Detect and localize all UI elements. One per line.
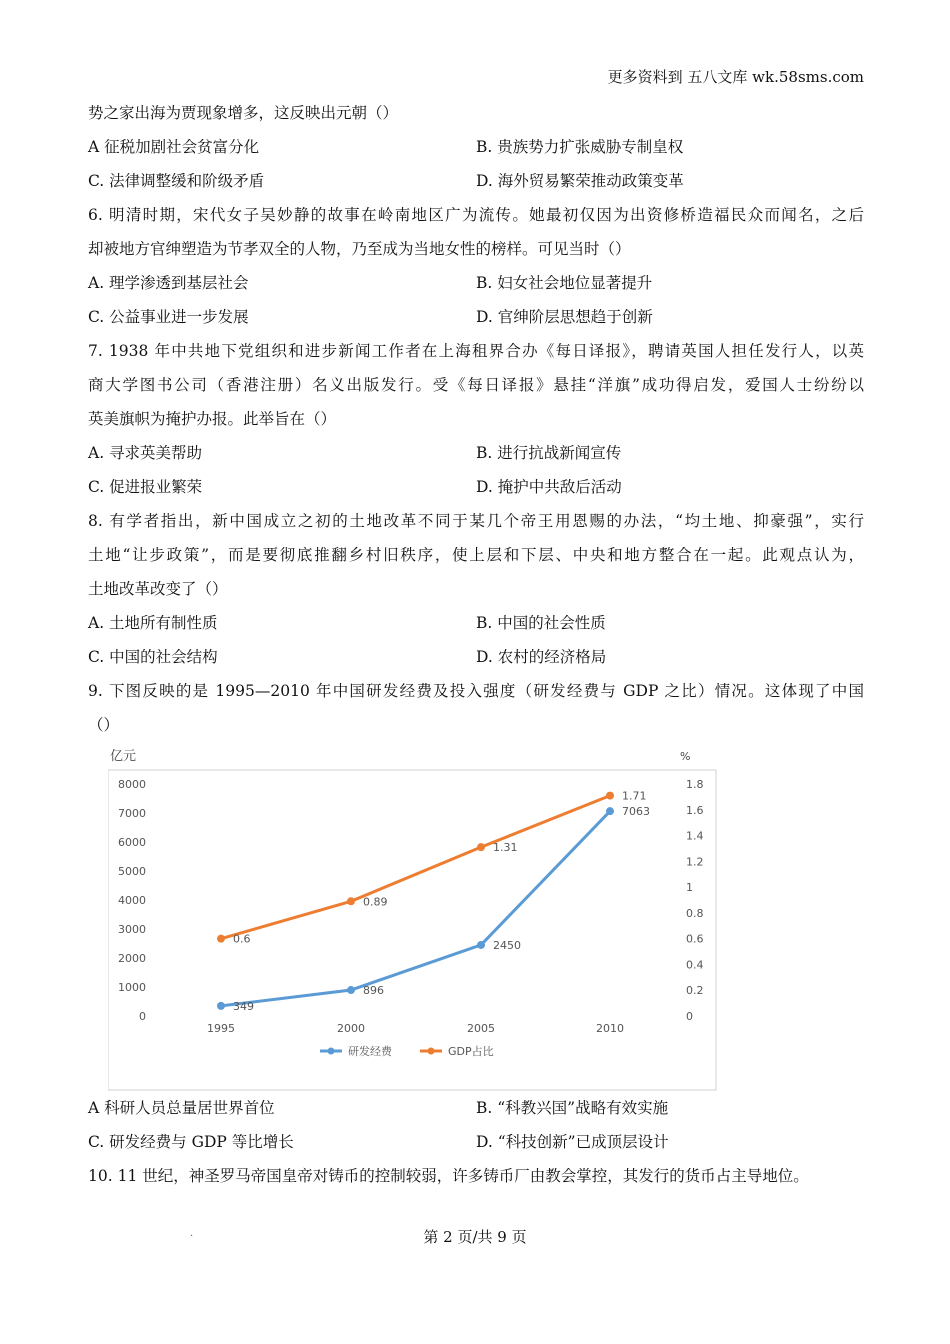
q6-options-row (88, 300, 864, 334)
q6-option-A: A. 理学渗透到基层社会 (88, 274, 249, 292)
q7-options-row (88, 436, 864, 470)
question-9-options (88, 1091, 864, 1159)
data-label: 349 (233, 999, 254, 1013)
q9-line-1: （） (88, 716, 120, 734)
q8-option-D: D. 农村的经济格局 (476, 648, 607, 666)
series-point-0 (217, 1002, 225, 1010)
left-tick-label: 8000 (118, 778, 146, 791)
q8-line-2: 土地改革改变了（） (88, 580, 228, 598)
left-tick-label: 6000 (118, 836, 146, 849)
series-point-1 (606, 792, 614, 800)
question-6 (88, 198, 864, 334)
legend-label-0: 研发经费 (348, 1045, 392, 1058)
data-label: 2450 (493, 938, 521, 952)
q7-option-B: B. 进行抗战新闻宣传 (476, 444, 622, 462)
right-tick-label: 0.2 (686, 984, 704, 998)
q9-option-C: C. 研发经费与 GDP 等比增长 (88, 1133, 294, 1151)
question-7 (88, 334, 864, 504)
rd-funding-chart (108, 746, 744, 1091)
q7-option-A: A. 寻求英美帮助 (88, 444, 203, 462)
q6-line-1: 却被地方官绅塑造为节孝双全的人物，乃至成为当地女性的榜样。可见当时（） (88, 240, 631, 258)
right-tick-label: 1.6 (686, 803, 704, 817)
q9-option-A: A 科研人员总量居世界首位 (88, 1099, 275, 1117)
left-tick-label: 4000 (118, 894, 146, 907)
left-tick-label: 2000 (118, 952, 146, 965)
chart-svg (108, 746, 744, 1091)
q8-option-C: C. 中国的社会结构 (88, 648, 218, 666)
q7-option-C: C. 促进报业繁荣 (88, 478, 203, 496)
left-tick-label: 7000 (118, 807, 146, 820)
right-tick-label: 1.4 (686, 829, 704, 843)
q5-option-C: C. 法律调整缓和阶级矛盾 (88, 172, 265, 190)
q9-option-B: B. “科教兴国”战略有效实施 (476, 1099, 669, 1117)
series-point-0 (606, 807, 614, 815)
data-label: 0.89 (363, 895, 388, 909)
page-content (88, 96, 864, 1193)
q5-option-A: A 征税加剧社会贫富分化 (88, 138, 260, 156)
question-5 (88, 96, 864, 198)
left-axis-unit: 亿元 (110, 749, 137, 764)
q5-options-row (88, 164, 864, 198)
q9-options-row (88, 1125, 864, 1159)
series-point-1 (477, 843, 485, 851)
left-tick-label: 1000 (118, 981, 146, 994)
q6-options-row (88, 266, 864, 300)
header-source-note: 更多资料到 五八文库 wk.58sms.com (607, 68, 864, 86)
q9-options-row (88, 1091, 864, 1125)
right-tick-label: 1.2 (686, 855, 704, 869)
data-label: 1.71 (622, 789, 647, 803)
q6-option-B: B. 妇女社会地位显著提升 (476, 274, 653, 292)
right-tick-label: 0 (686, 1010, 693, 1023)
right-tick-label: 0.4 (686, 958, 704, 972)
q8-options-row (88, 606, 864, 640)
q7-option-D: D. 掩护中共敌后活动 (476, 478, 622, 496)
left-tick-label: 0 (139, 1010, 146, 1023)
q5-line-0: 势之家出海为贾现象增多，这反映出元朝（） (88, 104, 399, 122)
page-number: 第 2 页/共 9 页 (423, 1228, 527, 1246)
right-tick-label: 0.6 (686, 932, 704, 946)
q6-option-C: C. 公益事业进一步发展 (88, 308, 249, 326)
q5-options-row (88, 130, 864, 164)
legend-label-1: GDP占比 (448, 1045, 494, 1058)
right-tick-label: 1.8 (686, 778, 704, 791)
q7-line-1: 商大学图书公司（香港注册）名义出版发行。受《每日译报》悬挂“洋旗”成功得启发，爱国人士纷纷以 (88, 376, 864, 394)
right-axis-unit: % (680, 750, 691, 763)
q8-line-0: 8. 有学者指出，新中国成立之初的土地改革不同于某几个帝王用恩赐的办法，“均土地、抑豪强”，实行 (88, 512, 864, 530)
data-label: 7063 (622, 805, 650, 819)
right-tick-label: 0.8 (686, 906, 704, 920)
series-point-0 (477, 941, 485, 949)
question-10 (88, 1159, 864, 1193)
data-label: 1.31 (493, 841, 518, 855)
question-8 (88, 504, 864, 674)
x-tick-label: 2010 (596, 1022, 624, 1035)
left-tick-label: 3000 (118, 923, 146, 936)
q5-option-D: D. 海外贸易繁荣推动政策变革 (476, 172, 684, 190)
data-label: 0.6 (233, 932, 251, 946)
legend-marker-0 (328, 1048, 335, 1055)
x-tick-label: 1995 (207, 1022, 235, 1035)
q8-option-A: A. 土地所有制性质 (88, 614, 218, 632)
q7-options-row (88, 470, 864, 504)
q10-line-0: 10. 11 世纪，神圣罗马帝国皇帝对铸币的控制较弱，许多铸币厂由教会掌控，其发行的货币占主导地位。 (88, 1167, 809, 1185)
q6-line-0: 6. 明清时期，宋代女子吴妙静的故事在岭南地区广为流传。她最初仅因为出资修桥造福民众而闻名，之后 (88, 206, 864, 224)
stray-mark: . (190, 1228, 194, 1239)
q5-option-B: B. 贵族势力扩张威胁专制皇权 (476, 138, 684, 156)
legend-marker-1 (428, 1048, 435, 1055)
q6-option-D: D. 官绅阶层思想趋于创新 (476, 308, 653, 326)
q8-line-1: 土地“让步政策”，而是要彻底推翻乡村旧秩序，使上层和下层、中央和地方整合在一起。此观点认为， (88, 546, 864, 564)
q7-line-2: 英美旗帜为掩护办报。此举旨在（） (88, 410, 337, 428)
q8-option-B: B. 中国的社会性质 (476, 614, 606, 632)
data-label: 896 (363, 984, 384, 998)
q9-option-D: D. “科技创新”已成顶层设计 (476, 1133, 669, 1151)
q8-options-row (88, 640, 864, 674)
q9-line-0: 9. 下图反映的是 1995—2010 年中国研发经费及投入强度（研发经费与 GDP 之比）情况。这体现了中国 (88, 682, 864, 700)
left-tick-label: 5000 (118, 865, 146, 878)
series-point-1 (347, 897, 355, 905)
x-tick-label: 2005 (467, 1022, 495, 1035)
q7-line-0: 7. 1938 年中共地下党组织和进步新闻工作者在上海租界合办《每日译报》，聘请英国人担任发行人，以英 (88, 342, 864, 360)
right-tick-label: 1 (686, 881, 693, 895)
x-tick-label: 2000 (337, 1022, 365, 1035)
series-point-0 (347, 986, 355, 994)
series-point-1 (217, 935, 225, 943)
question-9 (88, 674, 864, 742)
